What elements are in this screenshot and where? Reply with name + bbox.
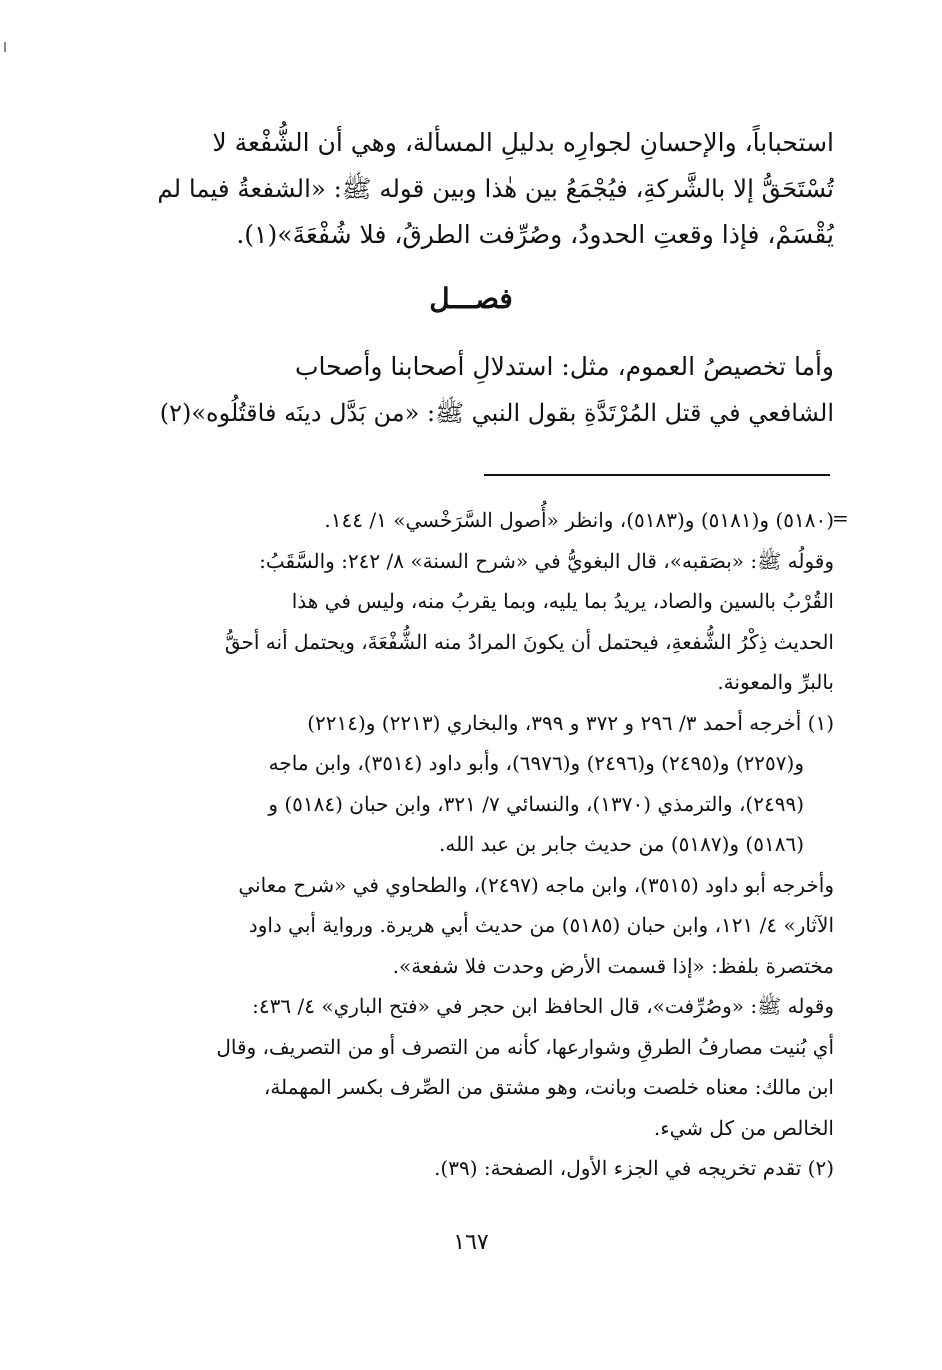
footnote-line: بالبرِّ والمعونة.: [717, 670, 834, 694]
footnote-divider: [484, 474, 830, 476]
footnote-line: مختصرة بلفظ: «إذا قسمت الأرض وحدت فلا شفعة».: [392, 953, 834, 978]
footnotes-section: [150, 500, 834, 1189]
main-paragraph-1: [150, 120, 834, 258]
main-paragraph-2: [150, 344, 834, 436]
footnote-line: و(٢٢٥٧) و(٢٤٩٥) و(٢٤٩٦) و(٦٩٧٦)، وأبو داود (٣٥١٤)، وابن ماجه: [268, 751, 804, 775]
footnote-line: (٥١٨٦) و(٥١٨٧) من حديث جابر بن عبد الله.: [439, 832, 804, 856]
footnote-line: الحديث ذِكْرُ الشُّفعةِ، فيحتمل أن يكونَ المرادُ منه الشُّفْعَةَ، ويحتمل أنه أحقُّ: [224, 629, 834, 654]
main-text-line: تُسْتَحَقُّ إلا بالشَّركةِ، فيُجْمَعُ بين هٰذا وبين قوله ﷺ: «الشفعةُ فيما لم: [157, 174, 834, 203]
main-text-line: وأما تخصيصُ العموم، مثل: استدلالِ أصحابنا وأصحاب: [294, 352, 834, 381]
footnote-line: الخالص من كل شيء.: [653, 1115, 834, 1140]
footnote-line: (٥١٨٠) و(٥١٨١) و(٥١٨٣)، وانظر «أُصول السَّرَخْسي» ١/ ١٤٤.: [324, 508, 834, 532]
footnote-line: القُرْبُ بالسين والصاد، يريدُ بما يليه، وبما يقربُ منه، وليس في هذا: [291, 589, 834, 613]
scan-edge-mark: [4, 42, 6, 52]
footnote-line: (١) أخرجه أحمد ٣/ ٢٩٦ و ٣٧٢ و ٣٩٩، والبخاري (٢٢١٣) و(٢٢١٤): [307, 710, 834, 735]
main-text-line: يُقْسَمْ، فإذا وقعتِ الحدودُ، وصُرِّفت الطرقُ، فلا شُفْعَةَ»(١).: [236, 220, 834, 249]
footnote-line: (٢٤٩٩)، والترمذي (١٣٧٠)، والنسائي ٧/ ٣٢١، وابن حبان (٥١٨٤) و: [268, 791, 804, 816]
page-number: ١٦٧: [453, 1230, 489, 1255]
section-title: فصـــل: [429, 282, 513, 315]
footnote-line: وقولُه ﷺ: «بصَقبه»، قال البغويُّ في «شرح السنة» ٨/ ٢٤٢: والسَّقَبُ:: [259, 548, 834, 573]
footnote-line: ابن مالك: معناه خلصت وبانت، وهو مشتق من الصِّرف بكسر المهملة،: [263, 1075, 834, 1099]
footnote-continuation-marker: =: [832, 506, 849, 530]
footnote-line: (٢) تقدم تخريجه في الجزء الأول، الصفحة: (٣٩).: [434, 1156, 834, 1180]
footnote-line: وقوله ﷺ: «وصُرِّفت»، قال الحافظ ابن حجر في «فتح الباري» ٤/ ٤٣٦:: [252, 994, 834, 1018]
footnote-line: وأخرجه أبو داود (٣٥١٥)، وابن ماجه (٢٤٩٧)، والطحاوي في «شرح معاني: [238, 872, 834, 897]
main-text-line: استحباباً، والإحسانِ لجوارِه بدليلِ المسألة، وهي أن الشُّفْعة لا: [212, 128, 834, 157]
main-text-line: الشافعي في قتل المُرْتَدَّةِ بقول النبي ﷺ: «من بَدَّل دينَه فاقتُلُوه»(٢): [159, 399, 834, 427]
footnote-line: أي بُنيت مصارفُ الطرقِ وشوارعها، كأنه من التصرف أو من التصريف، وقال: [216, 1034, 834, 1059]
footnote-line: الآثار» ٤/ ١٢١، وابن حبان (٥١٨٥) من حديث أبي هريرة. ورواية أبي داود: [248, 913, 834, 937]
